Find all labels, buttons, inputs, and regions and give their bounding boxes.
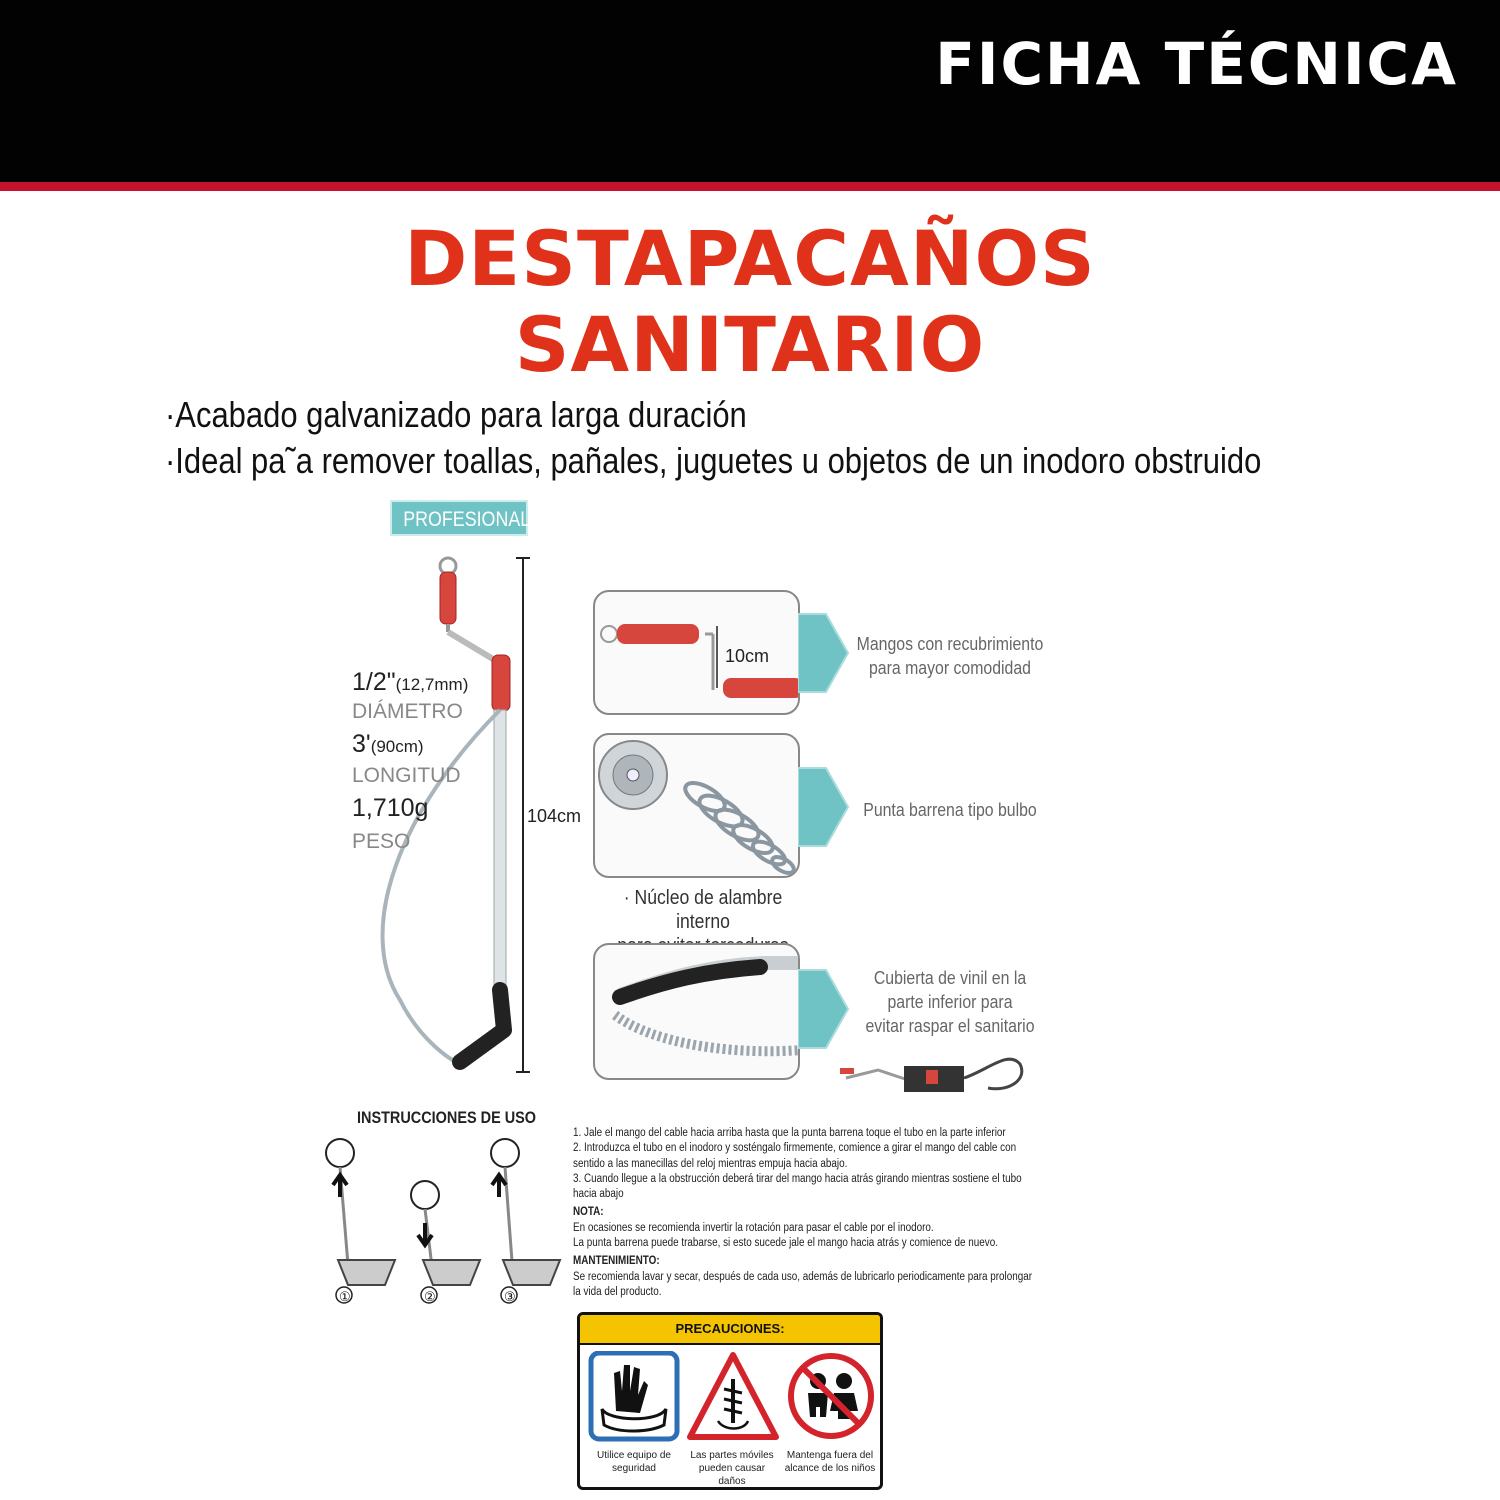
precaution-caption: Mantenga fuera del alcance de los niños (784, 1450, 876, 1474)
maintenance-text: Se recomienda lavar y secar, después de cada uso, además de lubricarlo periodicamente para prolongar la vida del producto. (573, 1270, 1033, 1298)
professional-badge: PROFESIONAL (390, 500, 528, 536)
header-stripe (0, 182, 1500, 191)
handle-dimension: 10cm (725, 646, 770, 666)
teal-arrow-icon (798, 968, 850, 1050)
note-line: En ocasiones se recomienda invertir la rotación para pasar el cable por el inodoro. (573, 1221, 934, 1234)
bullet-ideal-use: ·Ideal pa˜a remover toallas, pañales, juguetes u objetos de un inodoro obstruido (165, 440, 1262, 481)
teal-arrow-icon (798, 612, 850, 694)
vinyl-panel (593, 943, 800, 1080)
precaution-caption: Las partes móviles pueden causar daños (690, 1450, 774, 1487)
tip-panel (593, 733, 800, 878)
instruction-step: 2. Introduzca el tubo en el inodoro y sosténgalo firmemente, comience a girar el mango del cable con sentido a las manecillas del reloj mientras empuja hacia abajo. (573, 1142, 1017, 1170)
gloves-goggles-icon (591, 1353, 677, 1439)
instructions-text (573, 1126, 1037, 1300)
instruction-step: 1. Jale el mango del cable hacia arriba hasta que la punta barrena toque el tubo en la parte inferior (573, 1127, 1006, 1139)
instruction-step: 3. Cuando llegue a la obstrucción deberá tirar del mango hacia atrás girando mientras sostiene el tubo hacia abajo (573, 1172, 1022, 1201)
handle-feature-text: Mangos con recubrimiento para mayor comodidad (856, 634, 1044, 678)
step-number-3: ③ (504, 1289, 516, 1304)
step-number-2: ② (424, 1289, 436, 1304)
note-title: NOTA: (573, 1206, 604, 1219)
product-in-use-icon (838, 1050, 1028, 1098)
length-label: LONGITUD (352, 764, 461, 787)
precaution-icons (588, 1351, 878, 1443)
instructions-title: INSTRUCCIONES DE USO (357, 1108, 537, 1127)
length-value: 3'(90cm) (352, 730, 424, 758)
precautions-title: PRECAUCIONES: (580, 1315, 880, 1345)
diameter-value: 1/2"(12,7mm) (352, 668, 469, 696)
handle-detail-icon (595, 592, 800, 715)
product-title-line1: DESTAPACAÑOS (404, 214, 1096, 303)
maintenance-title: MANTENIMIENTO: (573, 1255, 660, 1268)
no-children-icon (791, 1356, 871, 1436)
vinyl-cover-icon (595, 945, 800, 1080)
header-title: FICHA TÉCNICA (935, 30, 1458, 98)
vinyl-feature-text: Cubierta de vinil en la parte inferior para evitar raspar el sanitario (865, 968, 1035, 1036)
auger-tip-icon (595, 735, 800, 878)
moving-parts-warning-icon (690, 1355, 776, 1437)
tip-feature-text: Punta barrena tipo bulbo (863, 800, 1037, 820)
core-feature-text: · Núcleo de alambre interno (623, 887, 783, 933)
weight-value: 1,710g (352, 794, 429, 822)
weight-label: PESO (352, 830, 411, 853)
note-line: La punta barrena puede trabarse, si esto sucede jale el mango hacia atrás y comience de nuevo. (573, 1237, 999, 1250)
diameter-label: DIÁMETRO (352, 700, 463, 723)
step-number-1: ① (339, 1289, 351, 1304)
usage-steps-illustration (320, 1135, 570, 1310)
precaution-caption: Utilice equipo de seguridad (597, 1450, 671, 1474)
bullet-galvanized: ·Acabado galvanizado para larga duración (165, 394, 747, 435)
precautions-box (577, 1312, 883, 1490)
product-title-line2: SANITARIO (514, 300, 986, 389)
teal-arrow-icon (798, 766, 850, 848)
total-height-label: 104cm (527, 806, 582, 826)
